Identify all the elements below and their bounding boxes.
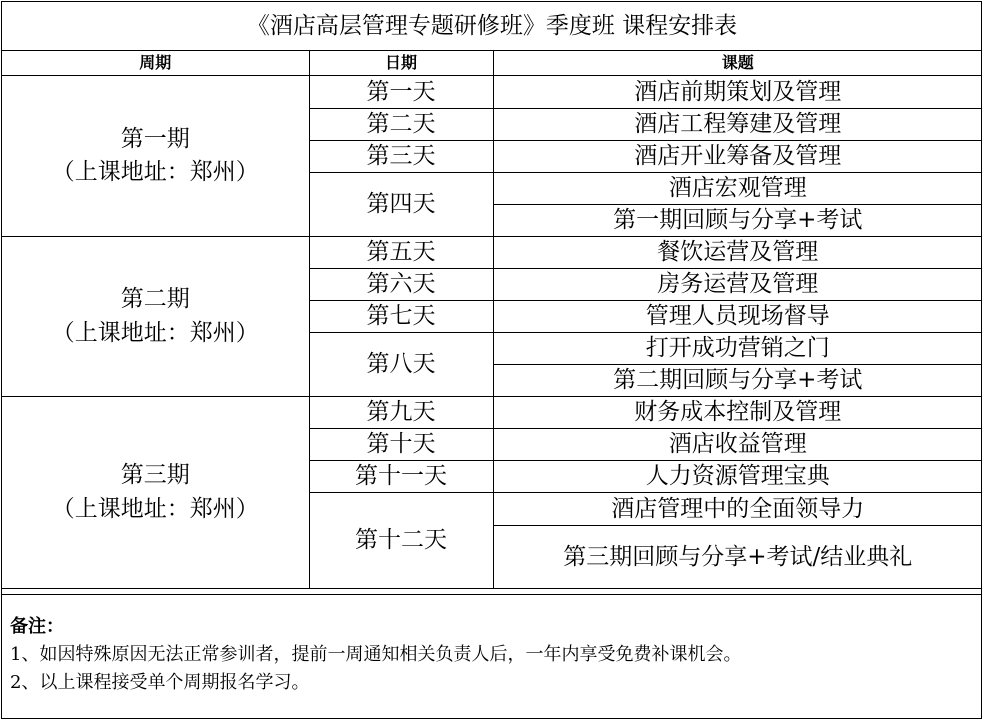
header-date: 日期 — [309, 51, 493, 76]
topic-cell: 财务成本控制及管理 — [493, 397, 982, 429]
period-name: 第三期 — [120, 462, 190, 489]
table-title: 《酒店高层管理专题研修班》季度班 课程安排表 — [2, 2, 982, 51]
notes-heading: 备注： — [10, 616, 64, 637]
day-cell: 第五天 — [309, 237, 493, 269]
note-item: 1、如因特殊原因无法正常参训者，提前一周通知相关负责人后，一年内享受免费补课机会。 — [10, 643, 742, 665]
day-cell: 第八天 — [309, 333, 493, 397]
topic-cell: 酒店收益管理 — [493, 429, 982, 461]
schedule-table — [2, 2, 982, 589]
period-name: 第一期 — [120, 125, 190, 152]
day-cell: 第二天 — [309, 109, 493, 141]
topic-cell: 房务运营及管理 — [493, 269, 982, 301]
day-cell: 第一天 — [309, 76, 493, 109]
topic-cell: 人力资源管理宝典 — [493, 461, 982, 493]
schedule-sheet — [1, 1, 982, 719]
topic-cell: 酒店宏观管理 — [493, 173, 982, 205]
period-cell — [2, 76, 309, 237]
period-location: （上课地址：郑州） — [51, 159, 259, 185]
day-cell: 第九天 — [309, 397, 493, 429]
day-cell: 第三天 — [309, 141, 493, 173]
topic-cell: 酒店前期策划及管理 — [493, 76, 982, 109]
day-cell: 第十二天 — [309, 493, 493, 589]
period-cell — [2, 397, 309, 589]
period-location: （上课地址：郑州） — [51, 319, 259, 346]
topic-cell: 第一期回顾与分享+考试 — [493, 205, 982, 237]
topic-cell: 酒店工程筹建及管理 — [493, 109, 982, 141]
topic-cell: 餐饮运营及管理 — [493, 237, 982, 269]
period-location: （上课地址：郑州） — [51, 495, 259, 522]
header-topic: 课题 — [493, 51, 982, 76]
day-cell: 第四天 — [309, 173, 493, 237]
topic-cell: 第三期回顾与分享+考试/结业典礼 — [493, 526, 982, 589]
topic-cell: 酒店开业筹备及管理 — [493, 141, 982, 173]
day-cell: 第七天 — [309, 301, 493, 333]
notes-section — [2, 594, 982, 720]
topic-cell: 酒店管理中的全面领导力 — [493, 493, 982, 526]
topic-cell: 打开成功营销之门 — [493, 333, 982, 365]
day-cell: 第六天 — [309, 269, 493, 301]
period-name: 第二期 — [120, 286, 190, 313]
topic-cell: 管理人员现场督导 — [493, 301, 982, 333]
day-cell: 第十天 — [309, 429, 493, 461]
period-cell — [2, 237, 309, 397]
topic-cell: 第二期回顾与分享+考试 — [493, 365, 982, 397]
note-item: 2、以上课程接受单个周期报名学习。 — [10, 671, 310, 693]
day-cell: 第十一天 — [309, 461, 493, 493]
header-period: 周期 — [2, 51, 309, 76]
